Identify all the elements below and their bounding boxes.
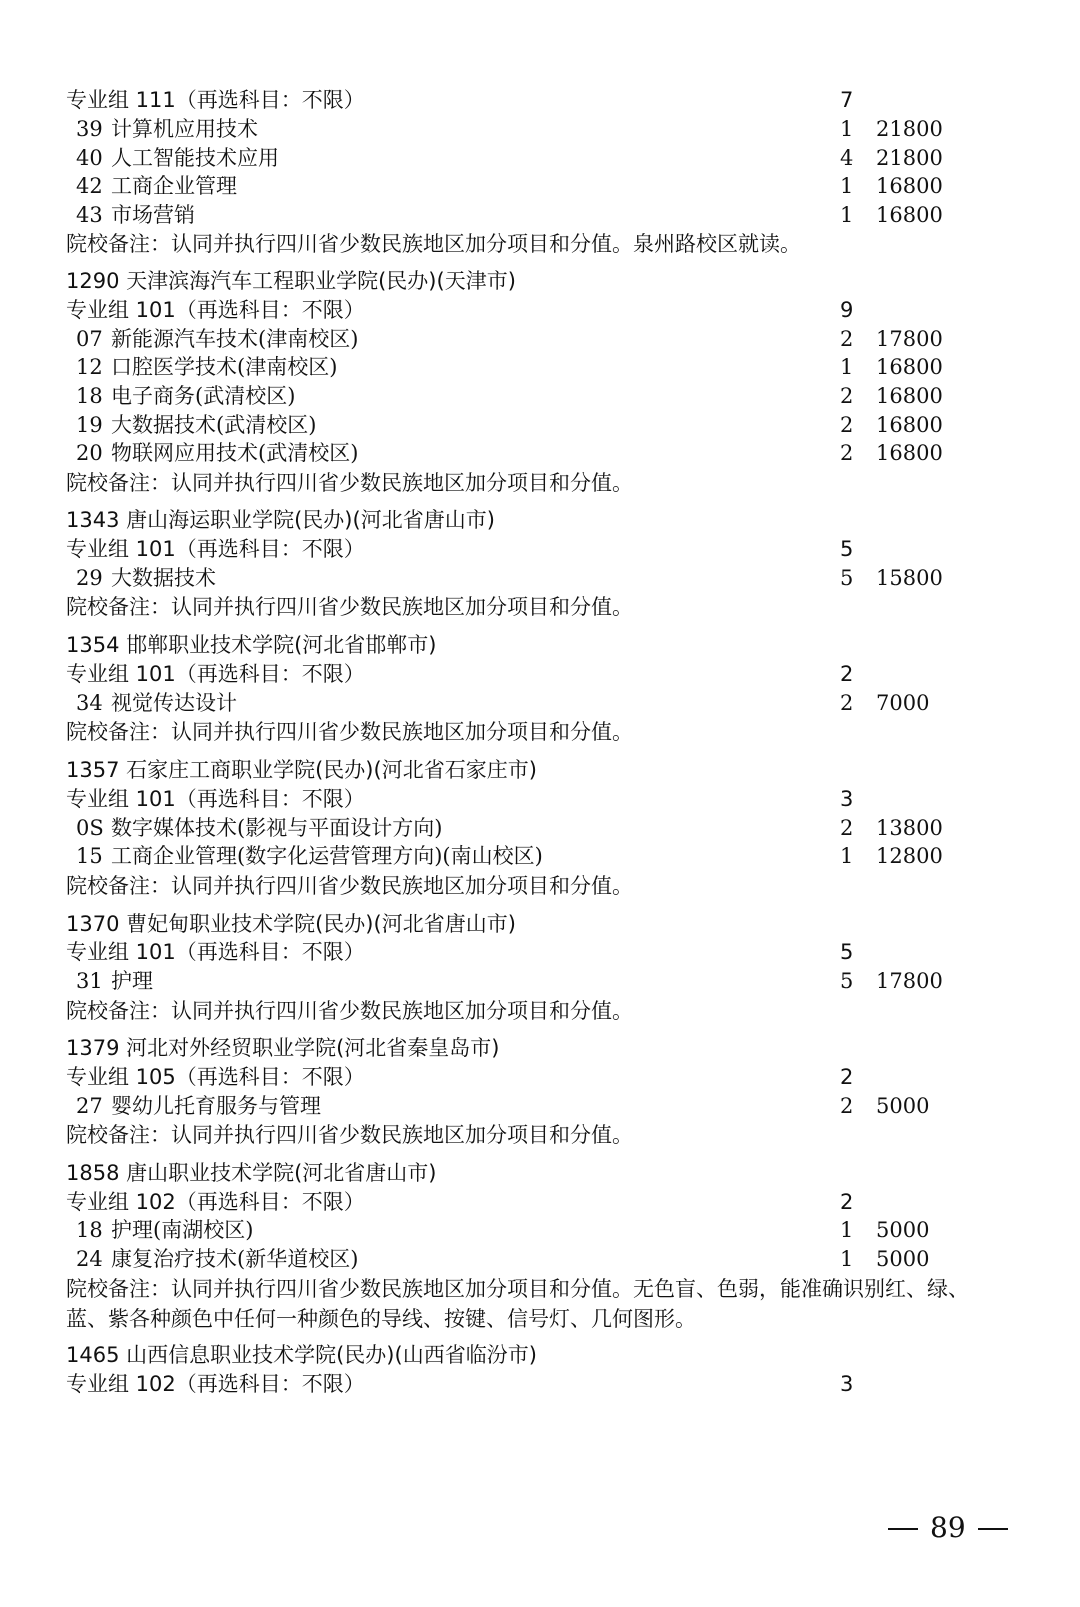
major-group-row [0,938,1080,967]
major-row [0,689,1080,718]
major-tuition: 16800 [876,174,943,198]
major-name: 市场营销 [111,203,195,227]
school-heading: 1465 山西信息职业技术学院(民办)(山西省临汾市) [66,1343,537,1367]
major-plan-count: 2 [840,691,854,715]
major-name: 护理 [111,969,153,993]
school-note: 院校备注：认同并执行四川省少数民族地区加分项目和分值。泉州路校区就读。 [66,232,801,256]
school-heading: 1858 唐山职业技术学院(河北省唐山市) [66,1161,437,1185]
major-tuition: 17800 [876,969,943,993]
major-name: 康复治疗技术(新华道校区) [111,1247,359,1271]
major-plan-count: 4 [840,146,854,170]
major-tuition: 16800 [876,384,943,408]
major-group-label: 专业组 111（再选科目：不限） [66,88,365,112]
major-tuition: 5000 [876,1094,930,1118]
major-name: 数字媒体技术(影视与平面设计方向) [111,816,443,840]
major-group-label: 专业组 101（再选科目：不限） [66,662,365,686]
school-note: 院校备注：认同并执行四川省少数民族地区加分项目和分值。 [66,595,633,619]
major-group-row [0,535,1080,564]
major-group-label: 专业组 102（再选科目：不限） [66,1372,365,1396]
school-heading-row [0,1034,1080,1063]
major-code: 18 [76,1218,103,1242]
major-group-row [0,86,1080,115]
school-heading-row [0,1341,1080,1370]
school-heading: 1357 石家庄工商职业学院(民办)(河北省石家庄市) [66,758,537,782]
major-tuition: 5000 [876,1218,930,1242]
major-name: 工商企业管理(数字化运营管理方向)(南山校区) [111,844,543,868]
major-group-label: 专业组 105（再选科目：不限） [66,1065,365,1089]
major-row [0,144,1080,173]
school-heading: 1379 河北对外经贸职业学院(河北省秦皇岛市) [66,1036,500,1060]
school-note: 院校备注：认同并执行四川省少数民族地区加分项目和分值。 [66,471,633,495]
page-number-left-dash [888,1528,918,1530]
major-plan-count: 1 [840,1247,854,1271]
school-heading-row [0,910,1080,939]
major-tuition: 16800 [876,441,943,465]
major-plan-count: 1 [840,355,854,379]
major-row [0,967,1080,996]
major-code: 12 [76,355,103,379]
major-name: 护理(南湖校区) [111,1218,254,1242]
school-note: 院校备注：认同并执行四川省少数民族地区加分项目和分值。 [66,1123,633,1147]
major-plan-count: 2 [840,441,854,465]
major-plan-count: 1 [840,844,854,868]
major-group-row [0,1063,1080,1092]
major-code: 34 [76,691,103,715]
major-code: 39 [76,117,103,141]
major-name: 电子商务(武清校区) [111,384,296,408]
major-tuition: 15800 [876,566,943,590]
major-plan-count: 2 [840,327,854,351]
major-group-row [0,785,1080,814]
major-group-row [0,1188,1080,1217]
major-code: 18 [76,384,103,408]
group-plan-count: 5 [840,940,854,964]
major-code: 15 [76,844,103,868]
major-row [0,842,1080,871]
major-plan-count: 1 [840,1218,854,1242]
major-code: 20 [76,441,103,465]
major-row [0,353,1080,382]
school-note: 院校备注：认同并执行四川省少数民族地区加分项目和分值。 [66,720,633,744]
major-code: 0S [76,816,104,840]
group-plan-count: 7 [840,88,854,112]
major-group-row [0,1370,1080,1399]
major-name: 物联网应用技术(武清校区) [111,441,359,465]
school-heading-row [0,267,1080,296]
major-plan-count: 2 [840,413,854,437]
major-row [0,1092,1080,1121]
major-name: 新能源汽车技术(津南校区) [111,327,359,351]
school-note: 院校备注：认同并执行四川省少数民族地区加分项目和分值。无色盲、色弱，能准确识别红、绿、蓝、紫各种颜色中任何一种颜色的导线、按键、信号灯、几何图形。 [66,1277,969,1331]
major-row [0,115,1080,144]
major-code: 07 [76,327,103,351]
major-plan-count: 1 [840,174,854,198]
major-row [0,439,1080,468]
major-row [0,325,1080,354]
major-tuition: 17800 [876,327,943,351]
school-heading-row [0,1159,1080,1188]
major-code: 40 [76,146,103,170]
major-row [0,172,1080,201]
page-number-right-dash [978,1528,1008,1530]
major-group-label: 专业组 101（再选科目：不限） [66,537,365,561]
major-code: 19 [76,413,103,437]
page-number-footer [0,1508,1080,1548]
major-tuition: 16800 [876,413,943,437]
major-tuition: 21800 [876,117,943,141]
school-heading: 1354 邯郸职业技术学院(河北省邯郸市) [66,633,437,657]
major-name: 口腔医学技术(津南校区) [111,355,338,379]
major-row [0,382,1080,411]
school-heading: 1290 天津滨海汽车工程职业学院(民办)(天津市) [66,269,516,293]
school-heading-row [0,631,1080,660]
major-tuition: 21800 [876,146,943,170]
major-group-row [0,660,1080,689]
major-name: 大数据技术(武清校区) [111,413,317,437]
major-tuition: 5000 [876,1247,930,1271]
major-row [0,564,1080,593]
major-group-label: 专业组 101（再选科目：不限） [66,787,365,811]
school-heading: 1370 曹妃甸职业技术学院(民办)(河北省唐山市) [66,912,516,936]
major-code: 42 [76,174,103,198]
major-plan-count: 1 [840,117,854,141]
major-group-label: 专业组 101（再选科目：不限） [66,298,365,322]
major-row [0,201,1080,230]
major-row [0,1216,1080,1245]
major-name: 视觉传达设计 [111,691,237,715]
major-row [0,1245,1080,1274]
group-plan-count: 2 [840,1190,854,1214]
school-note: 院校备注：认同并执行四川省少数民族地区加分项目和分值。 [66,999,633,1023]
major-row [0,411,1080,440]
group-plan-count: 2 [840,662,854,686]
major-row [0,814,1080,843]
major-tuition: 16800 [876,203,943,227]
major-plan-count: 2 [840,1094,854,1118]
major-code: 24 [76,1247,103,1271]
major-name: 婴幼儿托育服务与管理 [111,1094,321,1118]
major-tuition: 16800 [876,355,943,379]
page-number: 89 [930,1511,966,1544]
major-plan-count: 5 [840,566,854,590]
group-plan-count: 5 [840,537,854,561]
major-code: 31 [76,969,103,993]
major-name: 工商企业管理 [111,174,237,198]
major-plan-count: 2 [840,816,854,840]
major-plan-count: 2 [840,384,854,408]
major-tuition: 7000 [876,691,930,715]
major-plan-count: 5 [840,969,854,993]
major-code: 27 [76,1094,103,1118]
major-code: 43 [76,203,103,227]
school-heading: 1343 唐山海运职业学院(民办)(河北省唐山市) [66,508,495,532]
group-plan-count: 2 [840,1065,854,1089]
major-group-label: 专业组 102（再选科目：不限） [66,1190,365,1214]
major-name: 计算机应用技术 [111,117,258,141]
major-group-row [0,296,1080,325]
major-name: 人工智能技术应用 [111,146,279,170]
school-note: 院校备注：认同并执行四川省少数民族地区加分项目和分值。 [66,874,633,898]
group-plan-count: 9 [840,298,854,322]
major-code: 29 [76,566,103,590]
major-plan-count: 1 [840,203,854,227]
group-plan-count: 3 [840,787,854,811]
school-heading-row [0,756,1080,785]
school-heading-row [0,506,1080,535]
major-name: 大数据技术 [111,566,216,590]
major-tuition: 13800 [876,816,943,840]
major-group-label: 专业组 101（再选科目：不限） [66,940,365,964]
major-tuition: 12800 [876,844,943,868]
group-plan-count: 3 [840,1372,854,1396]
